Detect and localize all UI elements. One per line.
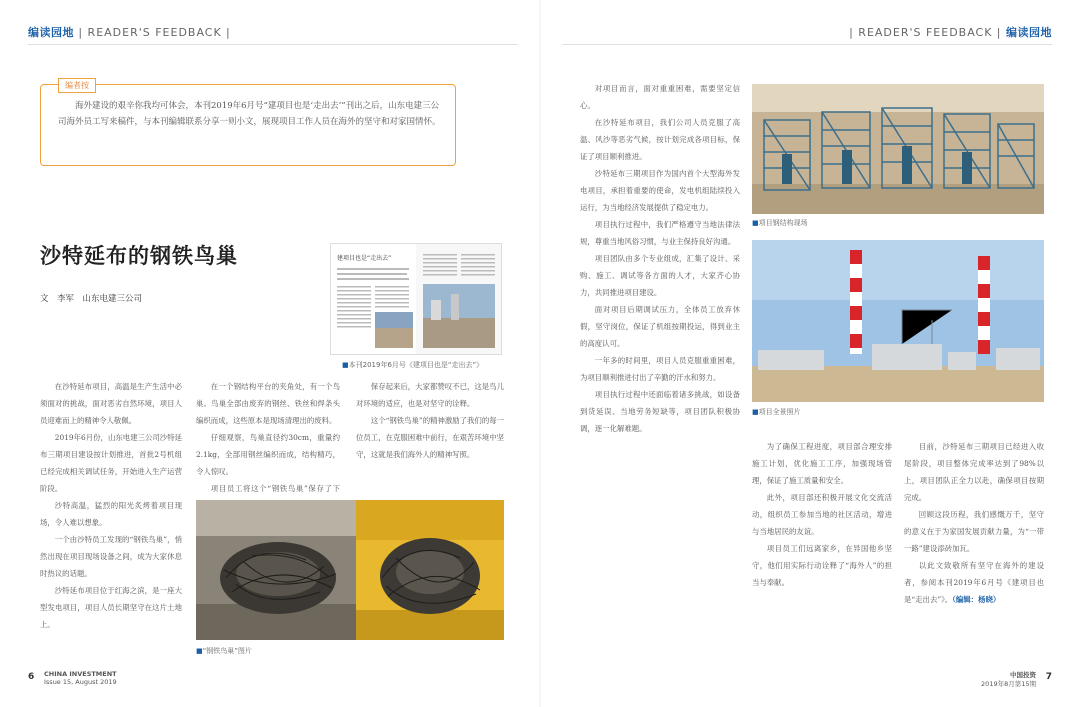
- column-5: 为了确保工程进度，项目部合理安排施工计划，优化施工工序，加强现场管理，保证了施工质量和安全。 此外，项目部还积极开展文化交流活动，组织员工参加当地的社区活动，增进与当地居民的友谊。 项目员工们远离家乡，在异国他乡坚守，他们用实际行动诠释了“海外人”的担当与奉献。: [752, 442, 892, 587]
- editor-note-tag: 编者按: [58, 78, 96, 93]
- column-2: 在一个钢结构平台的夹角处，有一个鸟巢。鸟巢全部由废弃的钢丝、铁丝和焊条头编织而成，这些原本是现场清理出的废料。 仔细观察，鸟巢直径约30cm，重量约2.1kg，全部用钢丝编织而成，结构精巧，令人惊叹。 项目员工将这个“钢铁鸟巢”保存了下: [196, 382, 340, 493]
- footer-right: [981, 670, 1036, 688]
- page-gutter: [539, 0, 541, 707]
- section-title-cn: 编读园地: [28, 26, 74, 39]
- column-1: 在沙特延布项目，高温是生产生活中必须面对的挑战，面对恶劣自然环境，项目人员迎难而上的精神令人敬佩。 2019年6月份，山东电建三公司沙特延布三期项目建设按计划推进，首批2号机组已经完成相关调试任务，开始进入生产运营阶段。 沙特高温，猛烈的阳光炙烤着项目现场，令人难以想象。 一个由沙特员工发现的“钢铁鸟巢”，悄然出现在项目现场设备之间，成为大家休息时热议的话题。 沙特延布项目位于红海之滨，是一座大型发电项目，项目人员长期坚守在这片土地上。: [40, 382, 182, 629]
- header-left: 编读园地 | READER'S FEEDBACK |: [28, 26, 231, 39]
- footer-magazine-right: 中国投资: [1010, 671, 1036, 679]
- magazine-thumbnail: [330, 243, 502, 355]
- steel-caption: ■项目钢结构现场: [752, 219, 808, 227]
- section-title-cn-right: 编读园地: [1006, 26, 1052, 39]
- header-rule-right: [562, 44, 1052, 45]
- article-byline: 文 李军 山东电建三公司: [40, 294, 143, 304]
- footer-left: [44, 670, 117, 686]
- page-number-right: 7: [1045, 672, 1052, 682]
- plant-caption: ■项目全景照片: [752, 408, 801, 416]
- article-title: 沙特延布的钢铁鸟巢: [40, 244, 238, 268]
- closing-note: 以此文致敬所有坚守在海外的建设者，参阅本刊2019年6月号《建项目也是“走出去”》。（编辑：杨晓）: [904, 561, 1044, 604]
- page-number-left: 6: [28, 672, 35, 682]
- column-3: 保存起来后，大家都赞叹不已，这是鸟儿对环境的适应，也是对坚守的诠释。 这个“钢铁鸟巢”的精神激励了我们的每一位员工，在克服困难中前行，在艰苦环境中坚守，这就是我们海外人的精神写照。: [356, 382, 504, 459]
- column-6: 目前，沙特延布三期项目已经进入收尾阶段，项目整体完成率达到了98%以上，项目团队正全力以赴，确保项目按期完成。 回顾这段历程，我们感慨万千，坚守的意义在于为家国发展贡献力量，为“一带一路”建设添砖加瓦。 以此文致敬所有坚守在海外的建设者，参阅本刊2019年6月号《建项目也是“走出去”》。（编辑：杨晓）: [904, 438, 1044, 678]
- footer-issue-right: 2019年8月第15期: [981, 680, 1036, 688]
- section-title-en: READER'S FEEDBACK: [87, 26, 222, 39]
- nest-caption: ■“钢铁鸟巢”图片: [196, 647, 252, 655]
- svg-text:建项目也是“走出去”: 建项目也是“走出去”: [337, 255, 392, 262]
- editor-note-text: 海外建设的艰辛你我均可体会，本刊2019年6月号“建项目也是‘走出去’”刊出之后，山东电建三公司海外员工写来稿件，与本刊编辑联系分享一则小文，展现项目工作人员在海外的坚守和对家国情怀。: [58, 101, 441, 127]
- nest-photo-1: [196, 500, 356, 640]
- nest-photo-2: [356, 500, 504, 640]
- column-4: 对项目而言，面对重重困难，需要坚定信心。 在沙特延布项目，我们公司人员克服了高温、风沙等恶劣气候，按计划完成各项目标，保证了项目顺利推进。 沙特延布三期项目作为国内首个大型海外发电项目，承担着重要的使命，发电机组陆续投入运行，为当地经济发展提供了稳定电力。 项目执行过程中，我们严格遵守当地法律法规，尊重当地风俗习惯，与业主保持良好沟通。 项目团队由多个专业组成，汇集了设计、采购、施工、调试等各方面的人才，大家齐心协力，共同推进项目建设。 面对项目后期调试压力，全体员工放弃休假，坚守岗位，保证了机组按期投运，得到业主的高度认可。 一年多的时间里，项目人员克服重重困难，为项目顺利推进付出了辛勤的汗水和努力。 项目执行过程中还面临着诸多挑战，如设备到货延误、当地劳务短缺等，项目团队积极协调，逐一化解难题。: [580, 84, 740, 433]
- footer-issue-left: Issue 15, August 2019: [44, 678, 117, 686]
- column-4b: [580, 482, 740, 678]
- power-plant-photo: [752, 240, 1044, 402]
- magazine-caption: ■本刊2019年6月号《建项目也是“走出去”》: [342, 361, 484, 369]
- section-title-en-right: READER'S FEEDBACK: [858, 26, 993, 39]
- header-rule-left: [28, 44, 518, 45]
- header-right: | READER'S FEEDBACK | 编读园地: [849, 26, 1052, 39]
- footer-magazine-left: CHINA INVESTMENT: [44, 670, 117, 678]
- steel-structure-photo: [752, 84, 1044, 214]
